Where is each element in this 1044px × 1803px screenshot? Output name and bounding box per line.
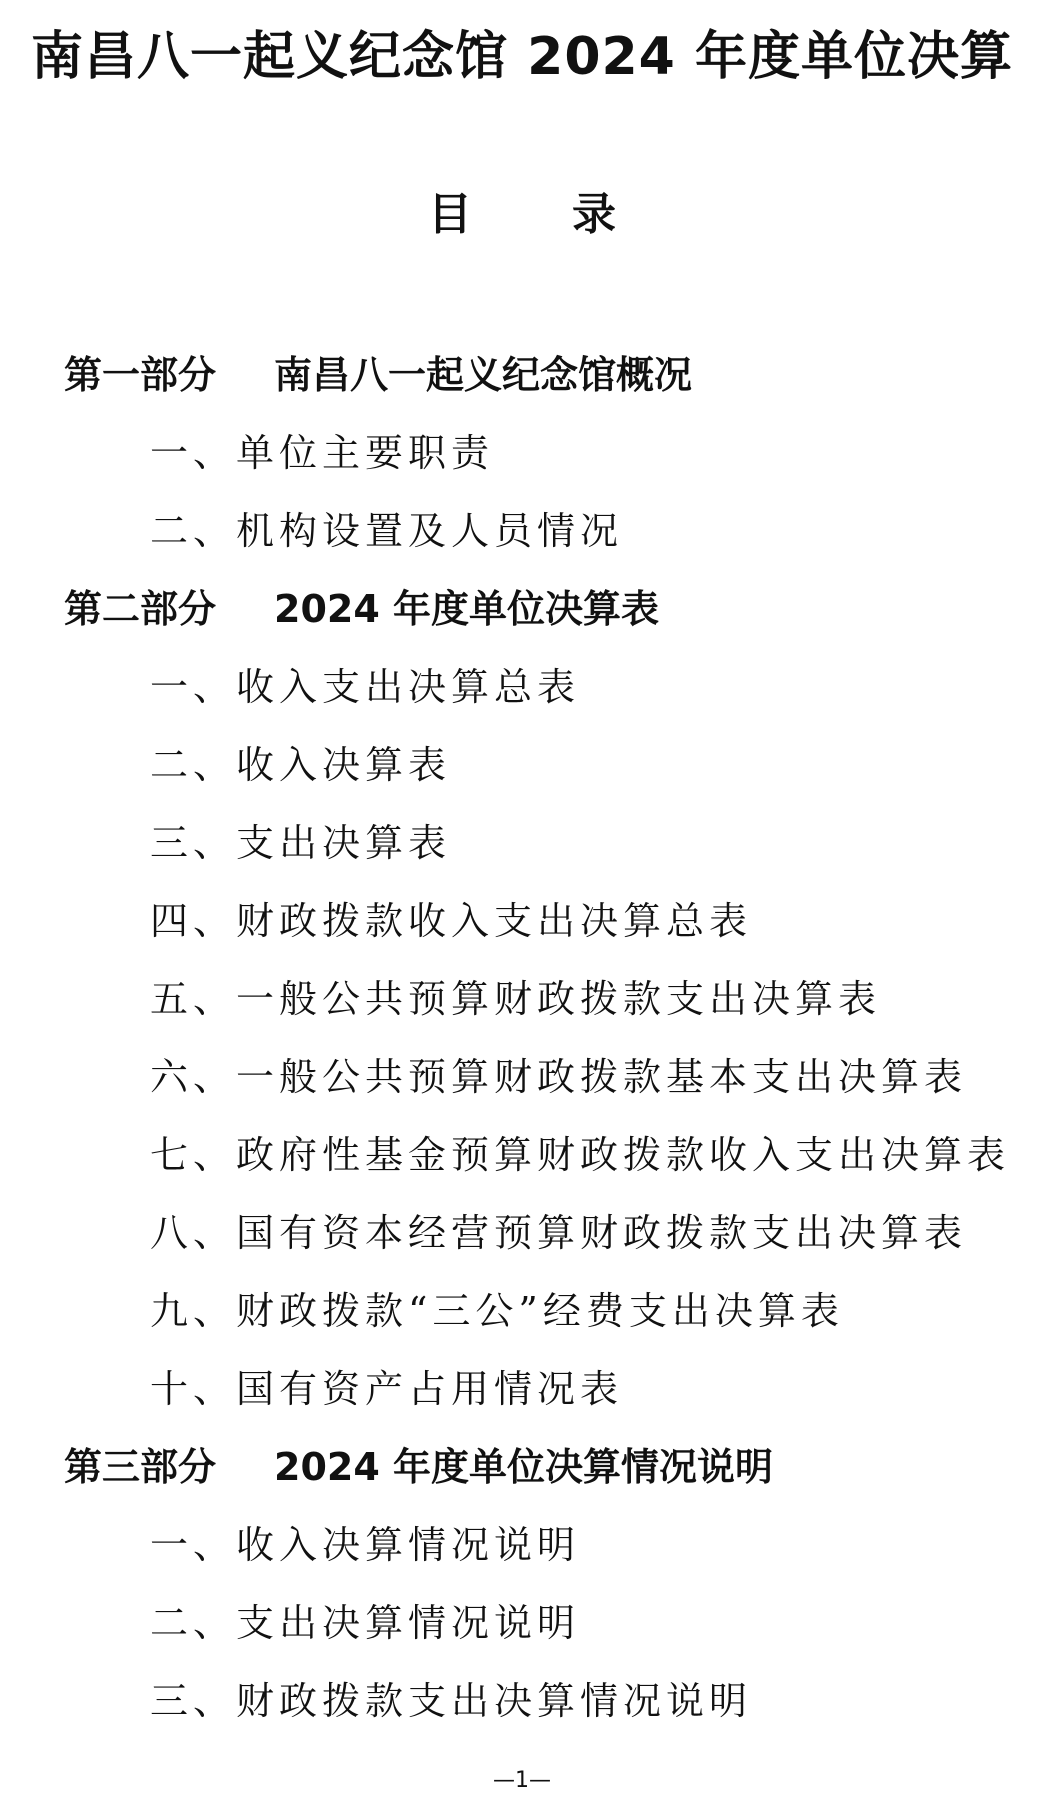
toc-item-2-3[interactable]: 三、支出决算表 (150, 821, 452, 865)
toc-item-1-1[interactable]: 一、单位主要职责 (150, 431, 495, 475)
toc-item-2-10[interactable]: 十、国有资产占用情况表 (150, 1367, 624, 1411)
toc-item-3-1[interactable]: 一、收入决算情况说明 (150, 1523, 581, 1567)
toc-part-2-number: 第二部分 (64, 587, 217, 631)
toc-item-2-8[interactable]: 八、国有资本经营预算财政拨款支出决算表 (150, 1211, 968, 1255)
table-of-contents (64, 336, 1024, 1740)
toc-part-1-title: 南昌八一起义纪念馆概况 (274, 353, 693, 397)
toc-heading-char-2: 录 (572, 189, 616, 240)
toc-item-3-3[interactable]: 三、财政拨款支出决算情况说明 (150, 1679, 753, 1723)
document-title: 南昌八一起义纪念馆 2024 年度单位决算 (31, 27, 1013, 87)
toc-part-3-title: 2024 年度单位决算情况说明 (274, 1445, 773, 1489)
toc-item-1-2[interactable]: 二、机构设置及人员情况 (150, 509, 624, 553)
toc-part-3[interactable] (64, 1428, 1024, 1506)
toc-part-2[interactable] (64, 570, 1024, 648)
toc-part-1-number: 第一部分 (64, 353, 217, 397)
toc-item-2-5[interactable]: 五、一般公共预算财政拨款支出决算表 (150, 977, 882, 1021)
toc-part-2-title: 2024 年度单位决算表 (274, 587, 659, 631)
toc-item-2-6[interactable]: 六、一般公共预算财政拨款基本支出决算表 (150, 1055, 968, 1099)
toc-part-1[interactable] (64, 336, 1024, 414)
toc-item-2-7[interactable]: 七、政府性基金预算财政拨款收入支出决算表 (150, 1133, 1011, 1177)
toc-item-2-2[interactable]: 二、收入决算表 (150, 743, 452, 787)
page-number: —1— (493, 1768, 551, 1793)
toc-heading-char-1: 目 (428, 189, 472, 240)
toc-heading (0, 178, 1044, 242)
toc-item-2-4[interactable]: 四、财政拨款收入支出决算总表 (150, 899, 753, 943)
toc-item-2-1[interactable]: 一、收入支出决算总表 (150, 665, 581, 709)
toc-part-3-number: 第三部分 (64, 1445, 217, 1489)
toc-item-2-9[interactable]: 九、财政拨款“三公”经费支出决算表 (150, 1289, 844, 1333)
toc-item-3-2[interactable]: 二、支出决算情况说明 (150, 1601, 581, 1645)
